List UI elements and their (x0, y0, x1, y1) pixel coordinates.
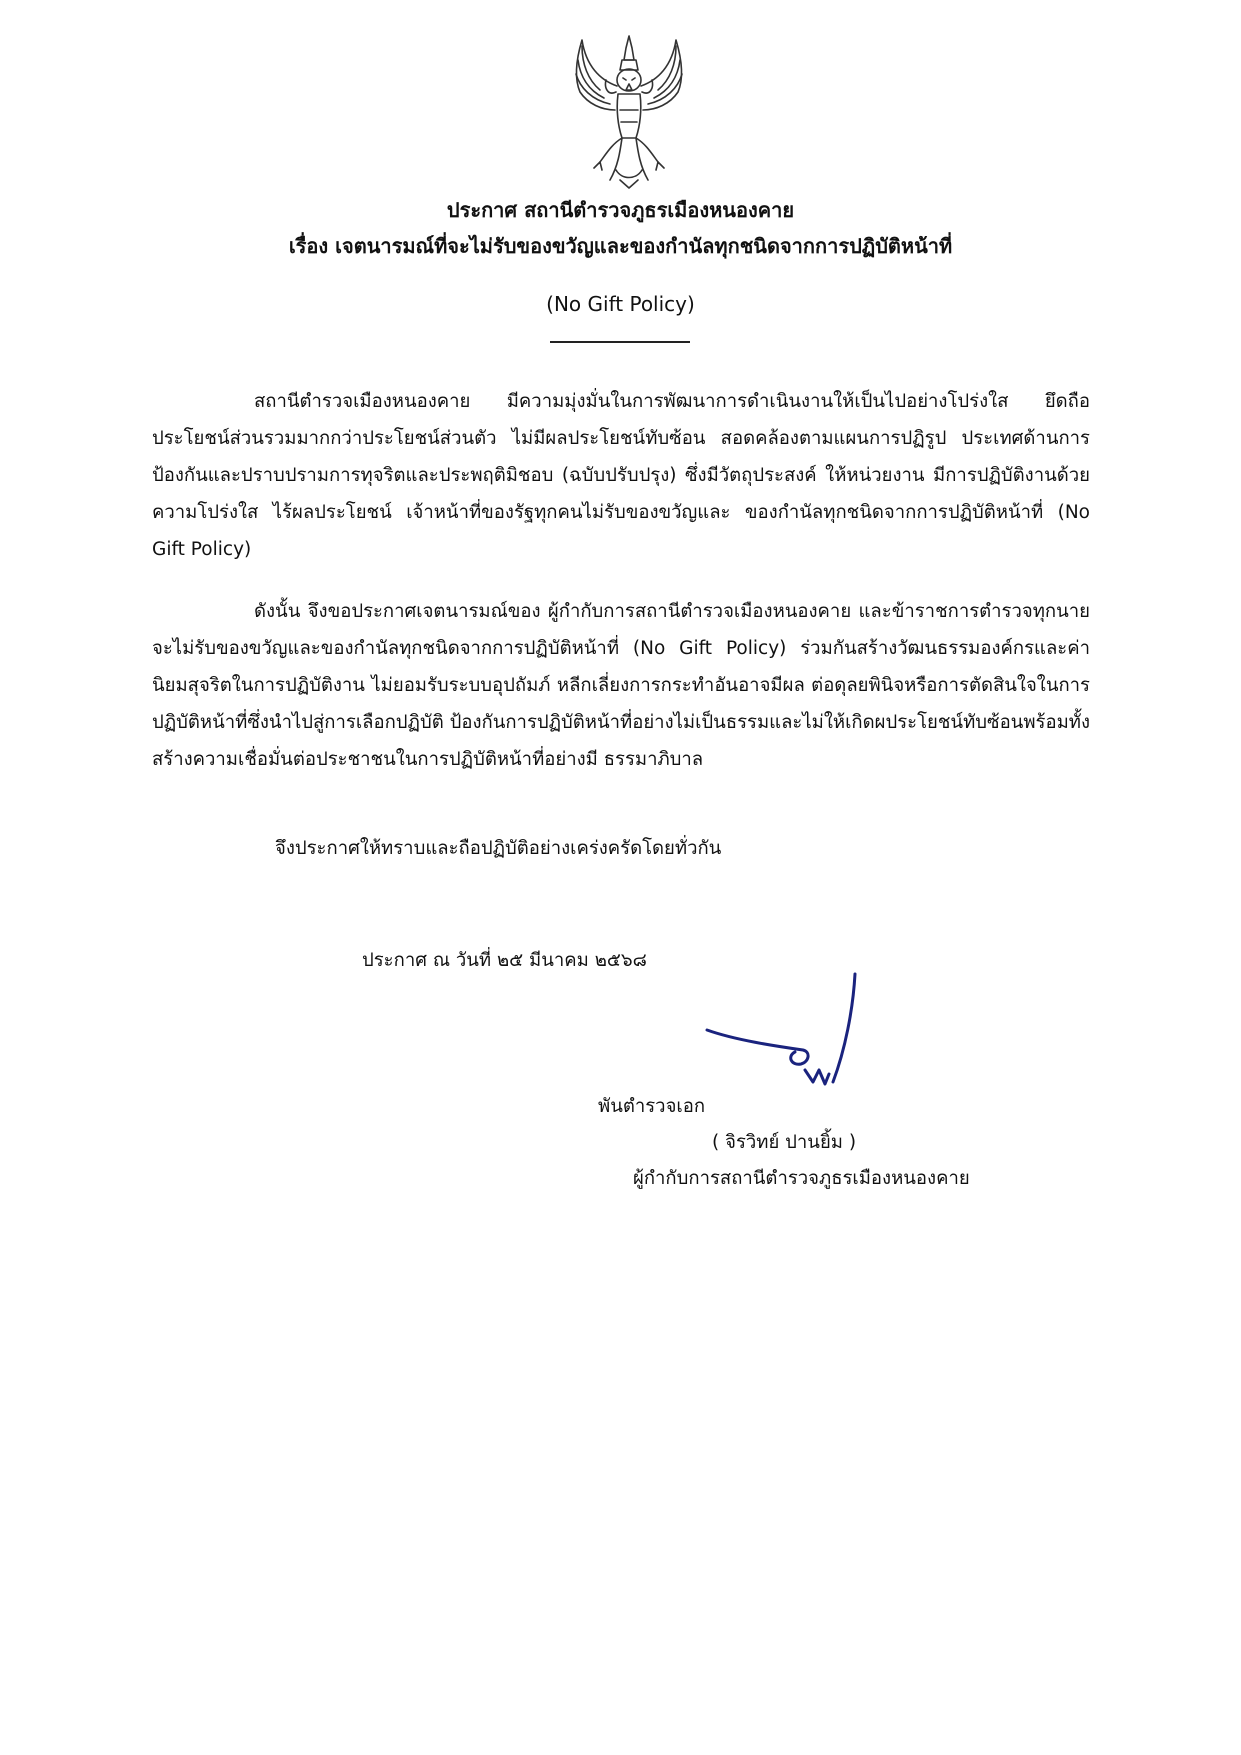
signer-position: ผู้กำกับการสถานีตำรวจภูธรเมืองหนองคาย (633, 1168, 970, 1189)
signer-name: ( จิรวิทย์ ปานยิ้ม ) (712, 1132, 857, 1153)
body-paragraph-3: จึงประกาศให้ทราบและถือปฏิบัติอย่างเคร่งครัดโดยทั่วกัน (275, 838, 722, 859)
title-divider (550, 341, 690, 343)
announcement-subject: เรื่อง เจตนารมณ์ที่จะไม่รับของขวัญและของกำนัลทุกชนิดจากการปฏิบัติหน้าที่ (288, 234, 953, 258)
body-paragraph-2: ดังนั้น จึงขอประกาศเจตนารมณ์ของ ผู้กำกับการสถานีตำรวจเมืองหนองคาย และข้าราชการตำรวจทุกนาย จะไม่รับของขวัญและของกำนัลทุกชนิดจากการปฏิบัติหน้าที่ (No Gift Policy) ร่วมกันสร้างวัฒนธรรมองค์กรและค่านิยมสุจริตในการปฏิบัติงาน ไม่ยอมรับระบบอุปถัมภ์ หลีกเลี่ยงการกระทำอันอาจมีผล ต่อดุลยพินิจหรือการตัดสินใจในการปฏิบัติหน้าที่ซึ่งนำไปสู่การเลือกปฏิบัติ ป้องกันการปฏิบัติหน้าที่อย่างไม่เป็นธรรมและไม่ให้เกิดผประโยชน์ทับซ้อนพร้อมทั้งสร้างความเชื่อมั่นต่อประชาชนในการปฏิบัติหน้าที่อย่างมี ธรรมาภิบาล (152, 601, 1090, 770)
garuda-emblem-icon (560, 30, 698, 190)
policy-subtitle: (No Gift Policy) (546, 292, 695, 316)
announcement-date: ประกาศ ณ วันที่ ๒๕ มีนาคม ๒๕๖๘ (362, 950, 647, 971)
announcement-title: ประกาศ สถานีตำรวจภูธรเมืองหนองคาย (446, 198, 795, 222)
handwritten-signature-icon (705, 970, 865, 1100)
signer-rank: พันตำรวจเอก (598, 1096, 706, 1117)
body-paragraph-1: สถานีตำรวจเมืองหนองคาย มีความมุ่งมั่นในการพัฒนาการดำเนินงานให้เป็นไปอย่างโปร่งใส ยึดถือประโยชน์ส่วนรวมมากกว่าประโยชน์ส่วนตัว ไม่มีผลประโยชน์ทับซ้อน สอดคล้องตามแผนการปฏิรูป ประเทศด้านการป้องกันและปราบปรามการทุจริตและประพฤติมิชอบ (ฉบับปรับปรุง) ซึ่งมีวัตถุประสงค์ ให้หน่วยงาน มีการปฏิบัติงานด้วยความโปร่งใส ไร้ผลประโยชน์ เจ้าหน้าที่ของรัฐทุกคนไม่รับของขวัญและ ของกำนัลทุกชนิดจากการปฏิบัติหน้าที่ (No Gift Policy) (152, 391, 1090, 560)
